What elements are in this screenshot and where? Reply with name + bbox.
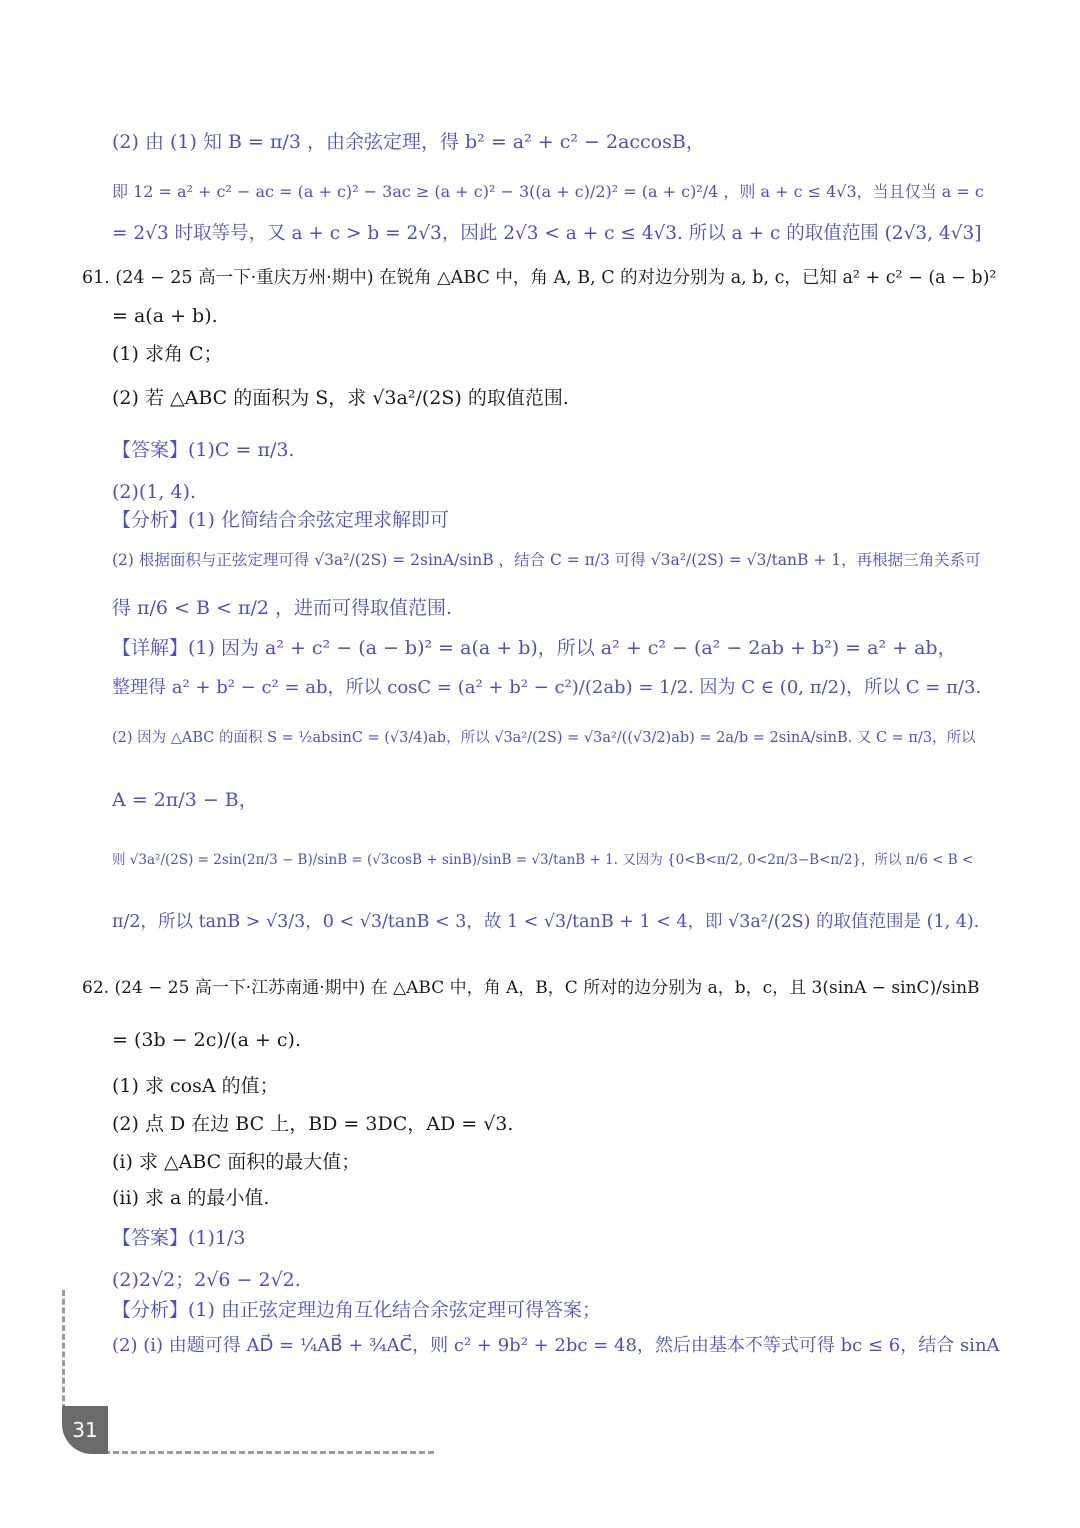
text-line: 【详解】(1) 因为 a² + c² − (a − b)² = a(a + b)，所以 a² + c² − (a² − 2ab + b²) = a² + ab， <box>112 637 957 659</box>
text-line: (2) 点 D 在边 BC 上，BD = 3DC，AD = √3. <box>112 1113 514 1135</box>
text-line: = a(a + b). <box>112 305 218 327</box>
text-line: (2) 若 △ABC 的面积为 S，求 √3a²/(2S) 的取值范围. <box>112 387 569 409</box>
text-line: 【分析】(1) 由正弦定理边角互化结合余弦定理可得答案； <box>112 1299 601 1321</box>
text-line: 【分析】(1) 化简结合余弦定理求解即可 <box>112 509 449 531</box>
text-line: (2) (i) 由题可得 AD⃗ = ¼AB⃗ + ¾AC⃗，则 c² + 9b² + 2bc = 48，然后由基本不等式可得 bc ≤ 6，结合 sinA <box>112 1335 1000 1356</box>
text-line: 【答案】(1)1/3 <box>112 1227 246 1249</box>
text-line: (1) 求角 C； <box>112 343 223 365</box>
text-line: (ii) 求 a 的最小值. <box>112 1187 270 1209</box>
page-border-dashed-vertical <box>62 1290 65 1410</box>
text-line: = 2√3 时取等号，又 a + c > b = 2√3，因此 2√3 < a + c ≤ 4√3. 所以 a + c 的取值范围 (2√3, 4√3] <box>112 223 982 244</box>
text-line: 即 12 = a² + c² − ac = (a + c)² − 3ac ≥ (a + c)² − 3((a + c)/2)² = (a + c)²/4 ，则 a + c ≤ 4√3，当且仅当 a = c <box>112 182 984 201</box>
text-line: 【答案】(1)C = π/3. <box>112 439 295 461</box>
text-line: (i) 求 △ABC 面积的最大值； <box>112 1151 361 1173</box>
text-line: (2) 因为 △ABC 的面积 S = ½absinC = (√3/4)ab，所以 √3a²/(2S) = √3a²/((√3/2)ab) = 2a/b = 2sinA/sinB. 又 C = π/3，所以 <box>112 730 976 746</box>
text-line: 则 √3a²/(2S) = 2sin(2π/3 − B)/sinB = (√3cosB + sinB)/sinB = √3/tanB + 1. 又因为 {0<B<π/2, 0<2π/3−B<π/2}，所以 π/6 < B < <box>112 852 974 868</box>
text-line: (2) 由 (1) 知 B = π/3 ，由余弦定理，得 b² = a² + c² − 2accosB， <box>112 131 705 153</box>
text-line: 整理得 a² + b² − c² = ab，所以 cosC = (a² + b² − c²)/(2ab) = 1/2. 因为 C ∈ (0, π/2)，所以 C = π/3. <box>112 677 982 698</box>
text-line: 得 π/6 < B < π/2 ，进而可得取值范围. <box>112 597 453 619</box>
page-number-badge: 31 <box>62 1406 108 1454</box>
text-line: = (3b − 2c)/(a + c). <box>112 1029 301 1051</box>
text-line: (2)2√2；2√6 − 2√2. <box>112 1269 301 1291</box>
text-line: (2)(1, 4). <box>112 481 197 503</box>
page-border-dashed-horizontal <box>104 1451 434 1454</box>
question-heading: 61. (24 − 25 高一下·重庆万州·期中) 在锐角 △ABC 中，角 A, B, C 的对边分别为 a, b, c，已知 a² + c² − (a − b)² <box>82 268 997 288</box>
text-line: (2) 根据面积与正弦定理可得 √3a²/(2S) = 2sinA/sinB ，结合 C = π/3 可得 √3a²/(2S) = √3/tanB + 1，再根据三角关系可 <box>112 551 981 569</box>
text-line: A = 2π/3 − B， <box>112 789 258 811</box>
text-line: (1) 求 cosA 的值； <box>112 1075 279 1097</box>
question-heading: 62. (24 − 25 高一下·江苏南通·期中) 在 △ABC 中，角 A，B，C 所对的边分别为 a，b，c，且 3(sinA − sinC)/sinB <box>82 978 980 998</box>
text-line: π/2，所以 tanB > √3/3，0 < √3/tanB < 3，故 1 < √3/tanB + 1 < 4，即 √3a²/(2S) 的取值范围是 (1, 4). <box>112 912 980 932</box>
